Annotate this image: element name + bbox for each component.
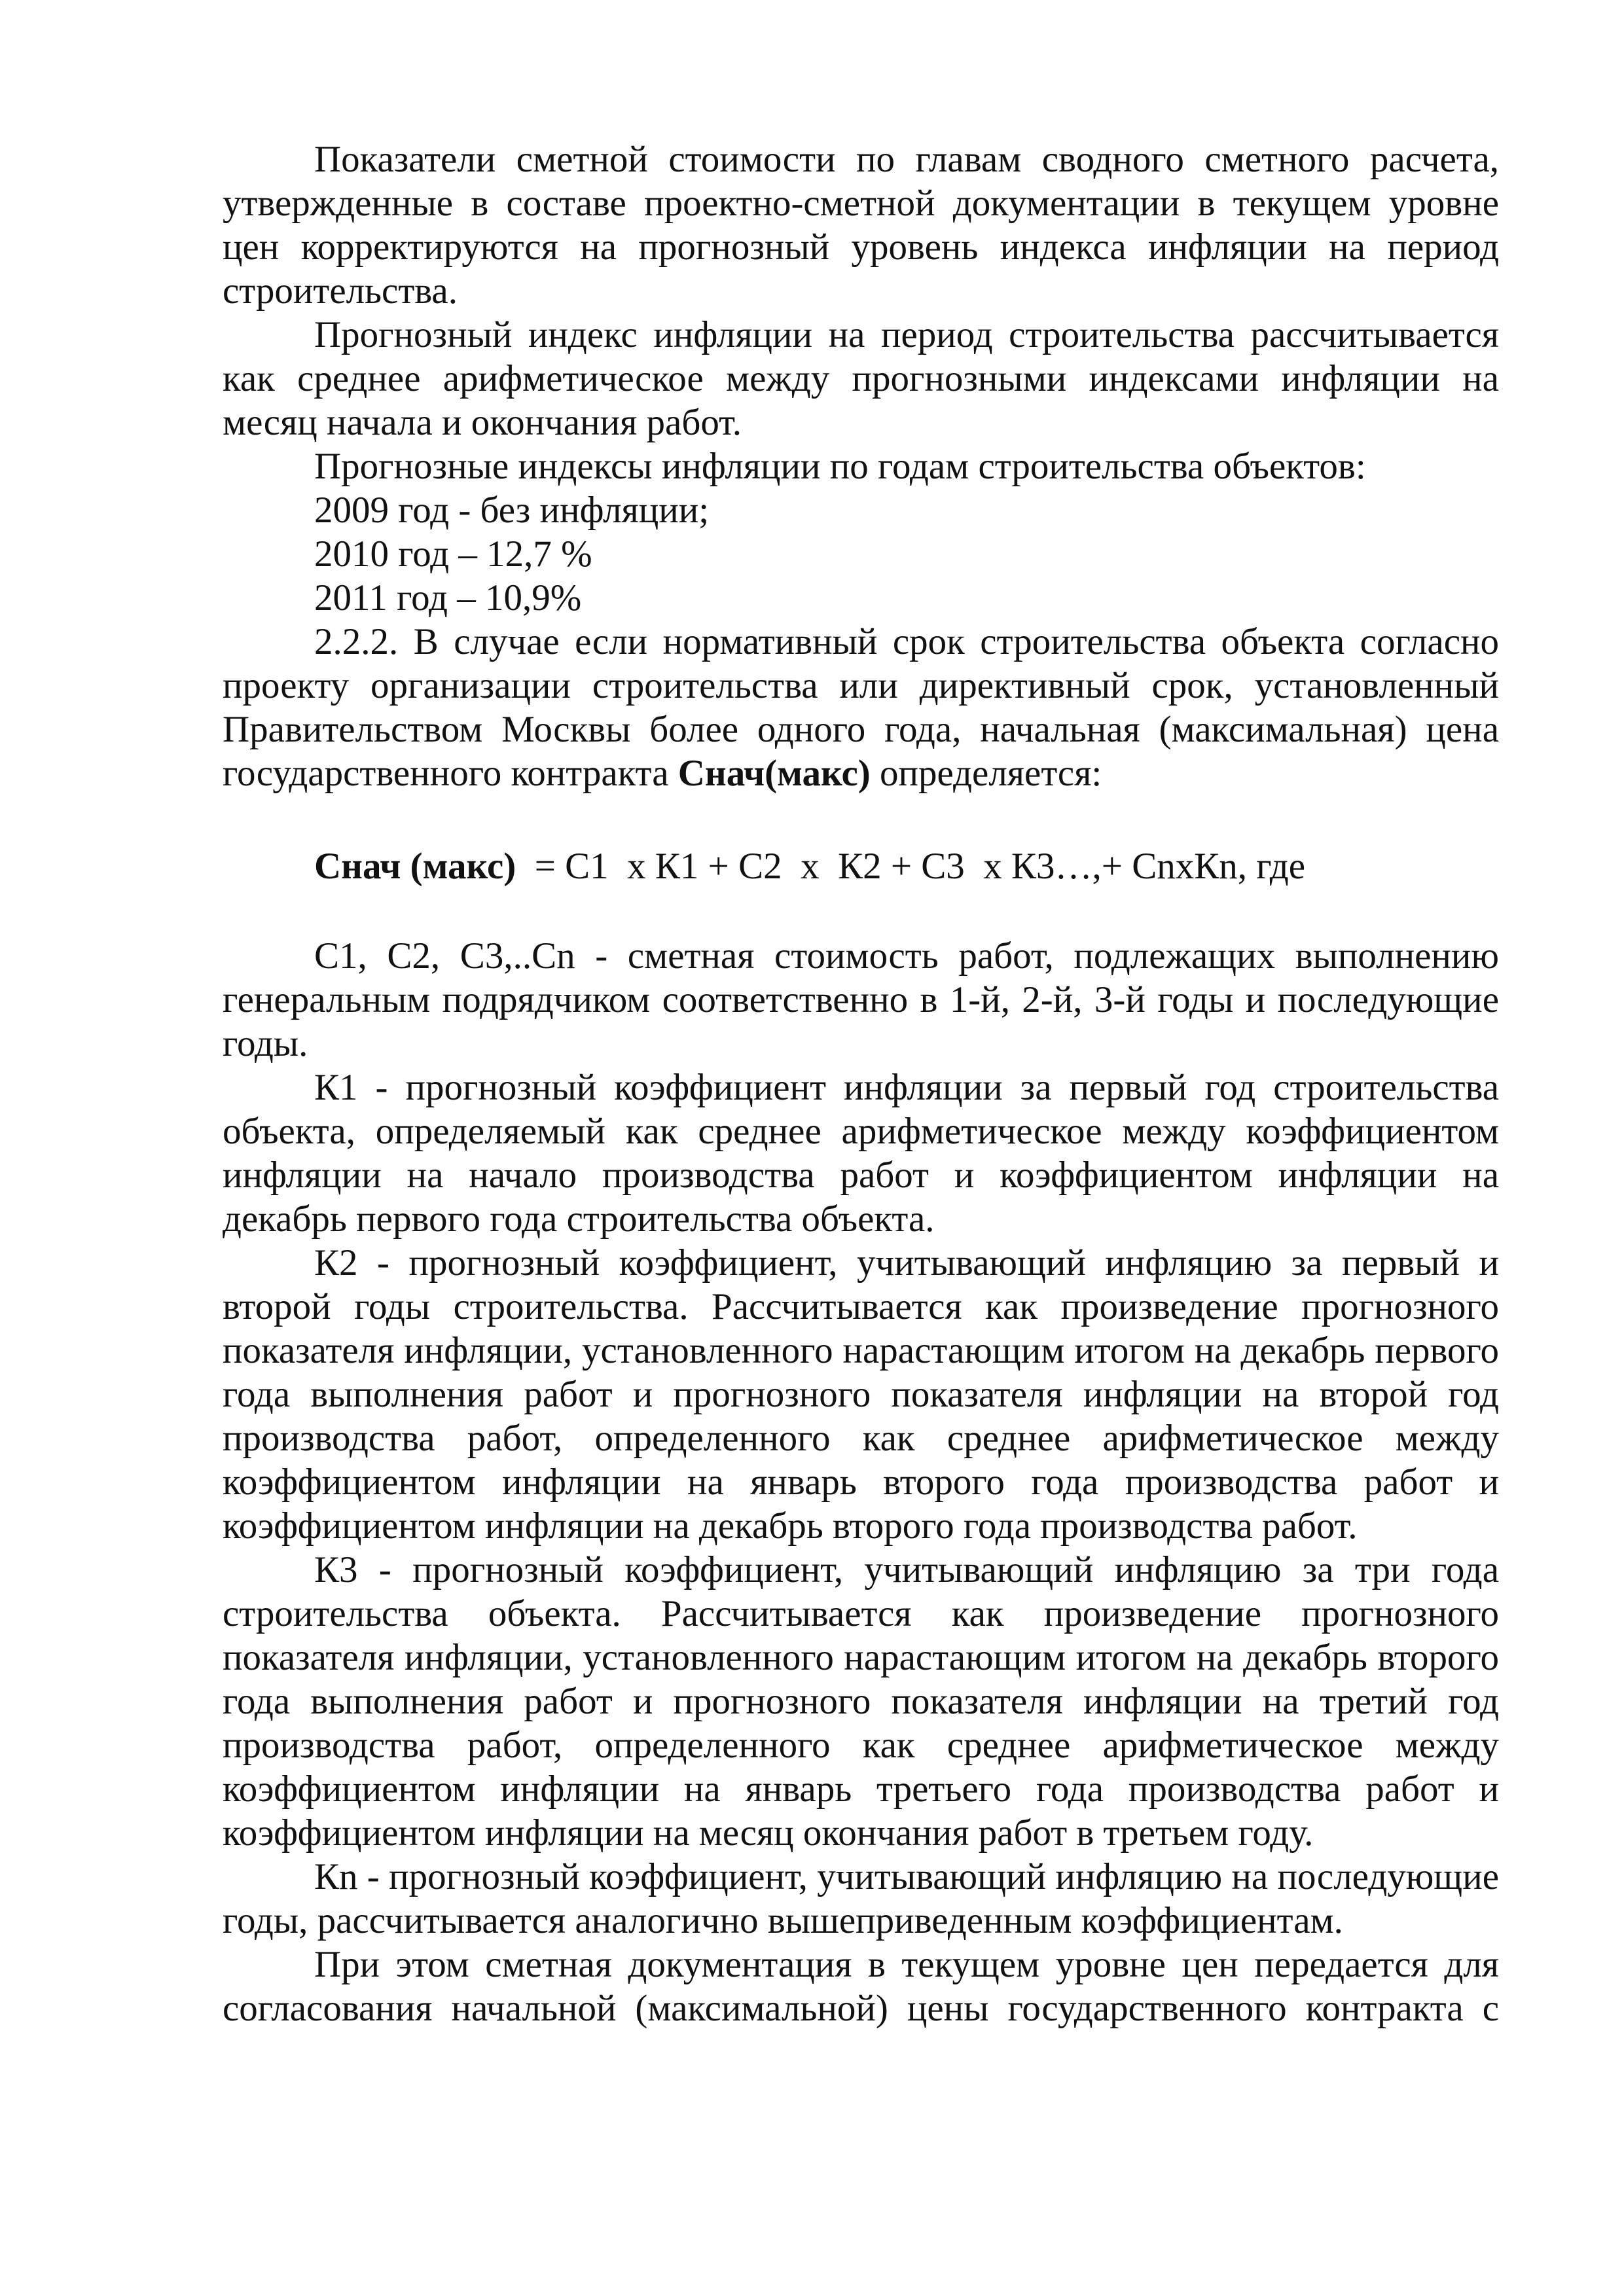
- paragraph-forecast-by-years: Прогнозные индексы инфляции по годам строительства объектов:: [314, 446, 1366, 487]
- list-item-2010: 2010 год – 12,7 %: [314, 533, 592, 575]
- paragraph-2-2-2-text: 2.2.2. В случае если нормативный срок строительства объекта согласно проекту организации строительства или директивный срок, установленный Правительством Москвы более одного года, начальная (максимальная) цена государственного контракта: [223, 621, 1499, 794]
- formula-bold-term: Снач (макс): [314, 846, 516, 887]
- paragraph-2-2-2-bold-term: Снач(макс): [677, 753, 871, 794]
- paragraph-kn-definition: Кn - прогнозный коэффициент, учитывающий инфляцию на последующие годы, рассчитывается аналогично вышеприведенным коэффициентам.: [223, 1856, 1499, 1941]
- paragraph-2-2-2-end: определяется:: [870, 753, 1102, 794]
- paragraph-documentation-transfer: При этом сметная документация в текущем уровне цен передается для согласования начальной (максимальной) цены государственного контракта с: [223, 1944, 1499, 2029]
- paragraph-k1-definition: К1 - прогнозный коэффициент инфляции за первый год строительства объекта, определяемый как среднее арифметическое между коэффициентом инфляции на начало производства работ и коэффициентом инфляции на декабрь первого года строительства объекта.: [223, 1067, 1499, 1240]
- paragraph-estimate-indicators: Показатели сметной стоимости по главам сводного сметного расчета, утвержденные в составе проектно-сметной документации в текущем уровне цен корректируются на прогнозный уровень индекса инфляции на период строительства.: [223, 139, 1499, 312]
- document-body: [223, 137, 1499, 2030]
- paragraph-k3-definition: К3 - прогнозный коэффициент, учитывающий инфляцию за три года строительства объекта. Рассчитывается как произведение прогнозного показателя инфляции, установленного нарастающим итогом на декабрь второго года выполнения работ и прогнозного показателя инфляции на третий год производства работ, определенного как среднее арифметическое между коэффициентом инфляции на январь третьего года производства работ и коэффициентом инфляции на месяц окончания работ в третьем году.: [223, 1549, 1499, 1854]
- formula: [223, 844, 1499, 888]
- paragraph-2-2-2: [223, 620, 1499, 795]
- formula-expression: = С1 х К1 + С2 х К2 + С3 х К3…,+ СnхКn, где: [516, 846, 1306, 887]
- list-item-2011: 2011 год – 10,9%: [314, 577, 582, 619]
- list-item-2009: 2009 год - без инфляции;: [314, 490, 710, 531]
- paragraph-forecast-index: Прогнозный индекс инфляции на период строительства рассчитывается как среднее арифметическое между прогнозными индексами инфляции на месяц начала и окончания работ.: [223, 314, 1499, 443]
- paragraph-k2-definition: К2 - прогнозный коэффициент, учитывающий инфляцию за первый и второй годы строительства. Рассчитывается как произведение прогнозного показателя инфляции, установленного нарастающим итогом на декабрь первого года выполнения работ и прогнозного показателя инфляции на второй год производства работ, определенного как среднее арифметическое между коэффициентом инфляции на январь второго года производства работ и коэффициентом инфляции на декабрь второго года производства работ.: [223, 1242, 1499, 1547]
- paragraph-c-definitions: С1, С2, С3,..Сn - сметная стоимость работ, подлежащих выполнению генеральным подрядчиком соответственно в 1-й, 2-й, 3-й годы и последующие годы.: [223, 935, 1499, 1064]
